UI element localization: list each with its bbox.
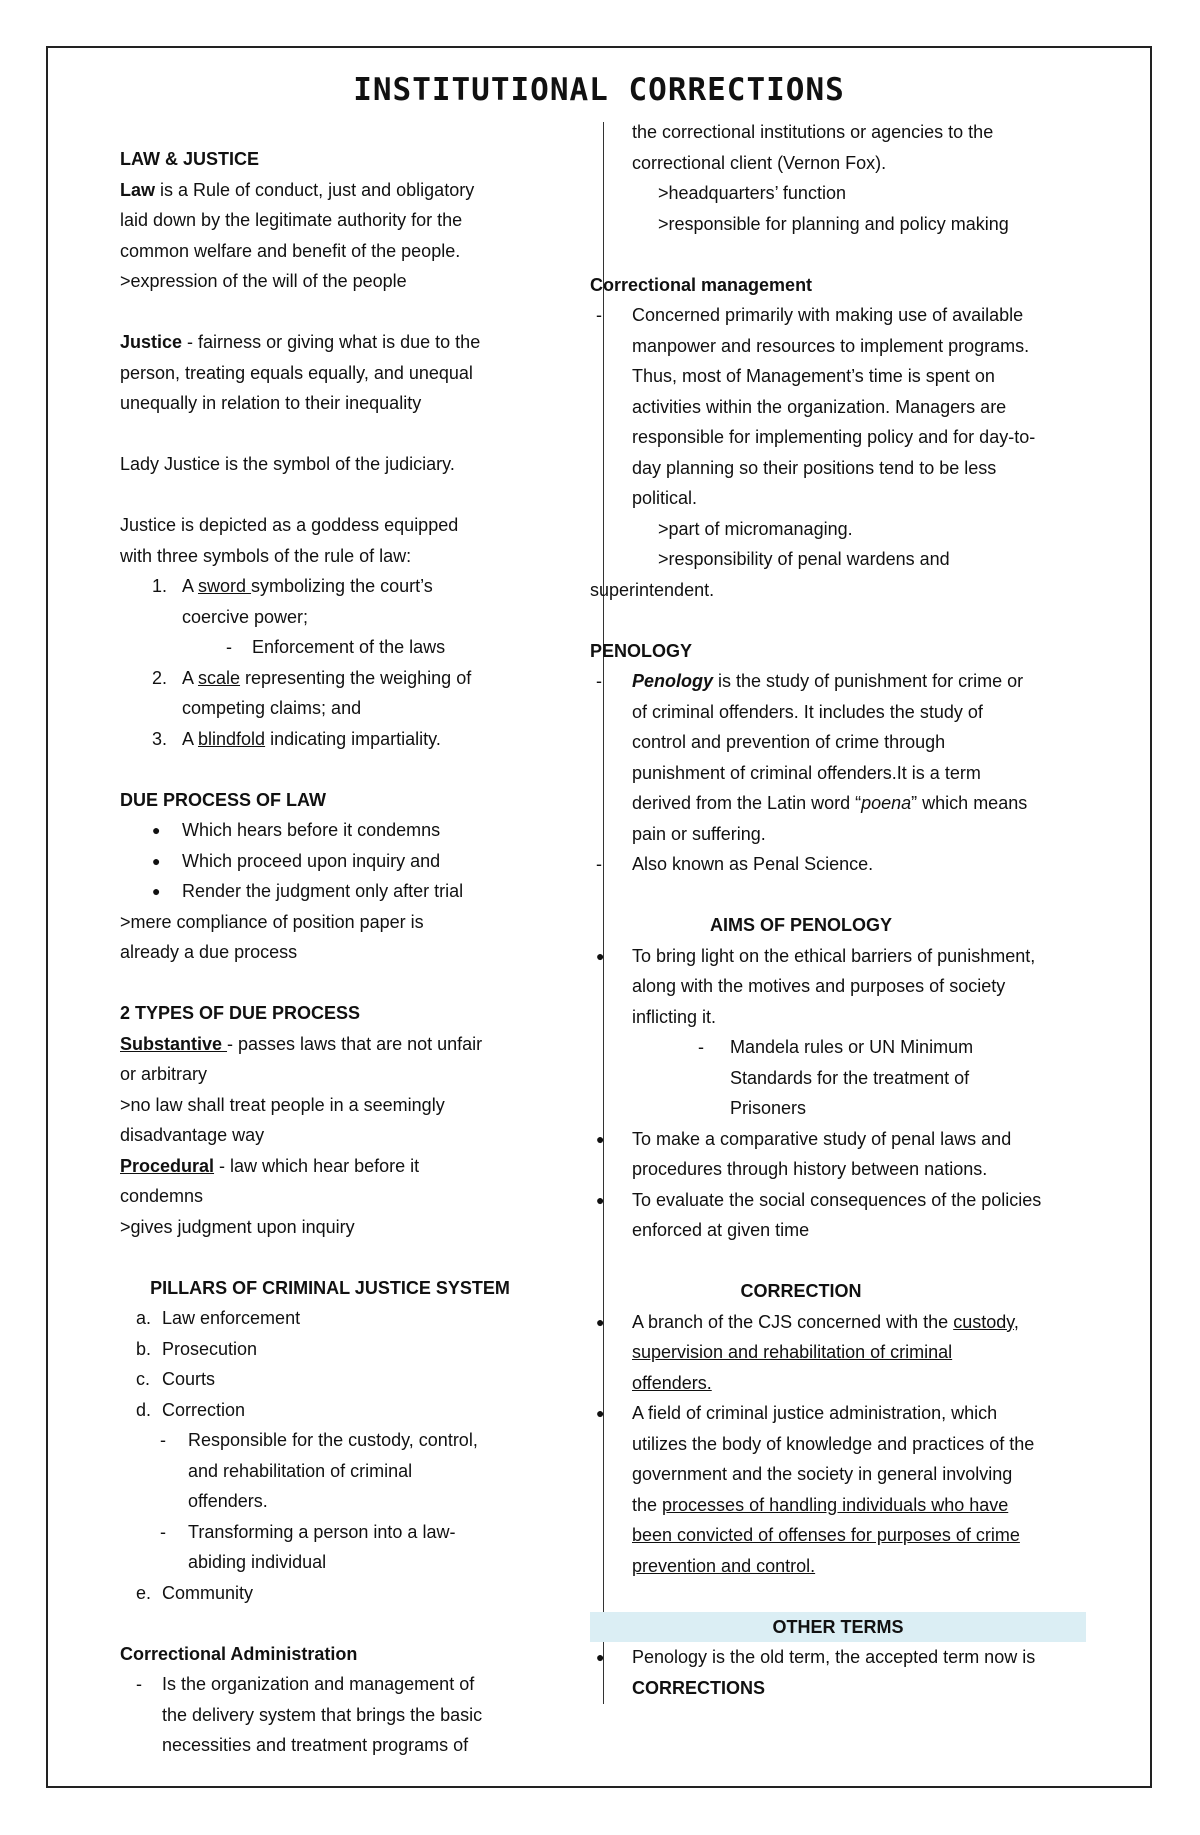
correction-b2-text: A field of criminal justice administration, which (632, 1403, 998, 1423)
law-def-3: common welfare and benefit of the people. (120, 240, 461, 261)
aim-text: enforced at given time (632, 1220, 810, 1240)
correction-item (590, 1398, 1045, 1581)
penology-def-text: of criminal offenders. It includes the study of (632, 701, 983, 722)
depicted-text-2: with three symbols of the rule of law: (120, 545, 412, 566)
penology-def-text: punishment of criminal offenders.It is a term (632, 762, 981, 783)
correction-b1-u1: custody, (953, 1311, 1019, 1332)
heading-pillars: PILLARS OF CRIMINAL JUSTICE SYSTEM (150, 1277, 510, 1298)
substantive-term: Substantive (120, 1033, 228, 1054)
aim-text: inflicting it. (632, 1006, 717, 1027)
sub-text: Responsible for the custody, control, (188, 1430, 478, 1450)
list-letter: e. (136, 1582, 152, 1603)
mgmt-def-text: Thus, most of Management’s time is spent on (632, 366, 995, 386)
latin-pre: derived from the Latin word “ (632, 793, 862, 813)
pillar-text: Courts (162, 1369, 216, 1389)
bullet-icon: ● (152, 822, 161, 838)
other-item (590, 1642, 1045, 1703)
law-def-1: is a Rule of conduct, just and obligatory (155, 179, 475, 200)
heading-aims: AIMS OF PENOLOGY (709, 915, 892, 935)
symbol-key: scale (198, 667, 241, 688)
latin-word: poena (861, 793, 912, 813)
admin-def-item (120, 1669, 560, 1761)
list-item (120, 815, 560, 846)
penology-aka: Also known as Penal Science. (632, 854, 874, 874)
aim-sub-text: Standards for the treatment of (730, 1067, 970, 1088)
list-letter: d. (136, 1399, 152, 1420)
correction-b1-pre: A branch of the CJS concerned with the (632, 1311, 954, 1332)
procedural-term: Procedural (120, 1155, 215, 1176)
correction-b2-u1: processes of handling individuals who have (662, 1494, 1009, 1515)
dash-marker: - (698, 1037, 704, 1057)
admin-def-text: Is the organization and management of (162, 1674, 475, 1694)
aim-text: To bring light on the ethical barriers of punishment, (632, 945, 1036, 966)
correction-item (590, 1307, 1045, 1399)
symbol-key: blindfold (198, 728, 266, 749)
heading-other-terms: OTHER TERMS (590, 1612, 1086, 1643)
bullet-icon: ● (596, 1405, 605, 1421)
symbol-item (120, 724, 560, 755)
symbol-key: sword (198, 576, 252, 596)
aim-sub-item (590, 1032, 1045, 1124)
depicted-text-1: Justice is depicted as a goddess equipped (120, 515, 459, 535)
mgmt-def-text: activities within the organization. Managers are (632, 396, 1007, 417)
bullet-icon: ● (596, 1313, 605, 1330)
aim-sub-text: Prisoners (730, 1098, 807, 1118)
penology-def-first: is the study of punishment for crime or (713, 671, 1024, 691)
dash-marker: - (160, 1521, 166, 1542)
symbol-cont: coercive power; (182, 606, 309, 627)
other-text: Penology is the old term, the accepted term now is (632, 1647, 1036, 1667)
bullet-text: Render the judgment only after trial (182, 881, 464, 901)
law-note: >expression of the will of the people (120, 271, 407, 291)
procedural-note: >gives judgment upon inquiry (120, 1216, 355, 1237)
penology-def-text: control and prevention of crime through (632, 732, 946, 752)
justice-definition (120, 327, 560, 358)
correction-b1-u3: offenders. (632, 1372, 712, 1393)
penology-def-item (590, 666, 1045, 849)
dash-marker: - (136, 1674, 142, 1694)
symbol-item (120, 571, 560, 632)
mgmt-def-item (590, 300, 1045, 514)
due-process-note-1: >mere compliance of position paper is (120, 911, 424, 932)
pillar-text: Prosecution (162, 1338, 258, 1359)
admin-note-1: >headquarters’ function (658, 183, 846, 203)
law-term: Law (120, 179, 156, 200)
symbol-post: representing the weighing of (240, 667, 472, 688)
dash-marker: - (160, 1430, 166, 1450)
mgmt-def-text: Concerned primarily with making use of available (632, 305, 1024, 325)
latin-post: ” which means (911, 793, 1028, 813)
list-letter: b. (136, 1338, 152, 1359)
penology-aka-item (590, 849, 1045, 880)
list-letter: c. (136, 1369, 151, 1389)
substantive-cont: or arbitrary (120, 1064, 208, 1084)
bullet-icon: ● (596, 1130, 605, 1147)
substantive-note-1: >no law shall treat people in a seemingly (120, 1094, 445, 1115)
mgmt-def-text: responsible for implementing policy and for day-to- (632, 427, 1036, 447)
correction-b2-u3: prevention and control. (632, 1555, 816, 1576)
admin-note-2: >responsible for planning and policy making (658, 213, 1009, 234)
sub-text: Transforming a person into a law- (188, 1521, 456, 1542)
penology-def-last: pain or suffering. (632, 823, 766, 844)
aim-item (590, 1185, 1045, 1246)
law-definition (120, 175, 560, 206)
mgmt-def-text: manpower and resources to implement programs. (632, 335, 1030, 356)
heading-correction: CORRECTION (740, 1281, 862, 1301)
aim-sub-text: Mandela rules or UN Minimum (730, 1037, 974, 1057)
correction-sub-item (120, 1425, 560, 1517)
correction-b2-text: utilizes the body of knowledge and practices of the (632, 1433, 1035, 1454)
list-letter: a. (136, 1308, 152, 1328)
justice-def-2: person, treating equals equally, and unequal (120, 362, 473, 383)
lady-justice-text: Lady Justice is the symbol of the judiciary. (120, 454, 455, 474)
heading-admin: Correctional Administration (120, 1643, 358, 1664)
pillar-item (120, 1364, 560, 1395)
aim-item (590, 941, 1045, 1033)
due-process-note-2: already a due process (120, 942, 298, 962)
admin-cont-2: correctional client (Vernon Fox). (632, 152, 887, 173)
sword-sub-text: Enforcement of the laws (252, 637, 446, 657)
page-title: INSTITUTIONAL CORRECTIONS (353, 72, 845, 108)
aim-text: along with the motives and purposes of society (632, 976, 1006, 996)
law-def-2: laid down by the legitimate authority for the (120, 210, 463, 230)
pillar-text: Community (162, 1582, 254, 1603)
admin-cont-1: the correctional institutions or agencies to the (632, 122, 994, 142)
right-column (590, 117, 1045, 1703)
heading-penology: PENOLOGY (590, 640, 693, 661)
bullet-icon: ● (152, 883, 161, 899)
pillar-item (120, 1303, 560, 1334)
substantive-note-2: disadvantage way (120, 1125, 265, 1145)
bullet-text: Which hears before it condemns (182, 820, 441, 840)
justice-def-1: - fairness or giving what is due to the (182, 332, 481, 352)
pillar-text: Correction (162, 1399, 246, 1420)
dash-marker: - (596, 854, 602, 874)
correction-b2-text: government and the society in general involving (632, 1464, 1013, 1484)
mgmt-note-cont: superintendent. (590, 579, 715, 600)
mgmt-def-text: political. (632, 488, 698, 508)
correction-sub-item (120, 1517, 560, 1578)
sub-text: offenders. (188, 1491, 268, 1511)
procedural-line (120, 1151, 560, 1182)
aim-text: procedures through history between nations. (632, 1159, 988, 1179)
heading-due-process: DUE PROCESS OF LAW (120, 789, 327, 810)
list-item (120, 876, 560, 907)
sub-text: abiding individual (188, 1552, 327, 1572)
justice-def-3: unequally in relation to their inequality (120, 393, 422, 413)
pillar-item (120, 1578, 560, 1609)
admin-def-text: the delivery system that brings the basic (162, 1704, 483, 1725)
symbol-pre: A (182, 576, 199, 596)
list-item (120, 846, 560, 877)
pillar-text: Law enforcement (162, 1308, 301, 1328)
heading-mgmt: Correctional management (590, 274, 813, 295)
list-number: 1. (152, 576, 168, 596)
list-number: 3. (152, 728, 168, 749)
bullet-text: Which proceed upon inquiry and (182, 850, 441, 871)
dash-marker: - (596, 305, 602, 325)
bullet-icon: ● (596, 947, 605, 964)
penology-term: Penology (632, 671, 714, 691)
procedural-def: - law which hear before it (214, 1155, 420, 1176)
aim-text: To make a comparative study of penal laws and (632, 1128, 1012, 1149)
correction-b2-pre: the (632, 1494, 663, 1515)
mgmt-note-2: >responsibility of penal wardens and (658, 549, 950, 569)
correction-b1-u2: supervision and rehabilitation of criminal (632, 1342, 953, 1362)
bullet-icon: ● (596, 1191, 605, 1208)
mgmt-note-1: >part of micromanaging. (658, 518, 853, 539)
heading-law-justice: LAW & JUSTICE (120, 149, 260, 169)
correction-b2-u2: been convicted of offenses for purposes of crime (632, 1525, 1020, 1545)
dash-marker: - (226, 637, 232, 657)
substantive-def: - passes laws that are not unfair (227, 1033, 483, 1054)
sword-sub-item (120, 632, 560, 663)
admin-def-text: necessities and treatment programs of (162, 1735, 469, 1755)
sub-text: and rehabilitation of criminal (188, 1460, 413, 1481)
symbol-item (120, 663, 560, 724)
procedural-cont: condemns (120, 1186, 204, 1206)
bullet-icon: ● (152, 852, 161, 869)
dash-marker: - (596, 671, 602, 691)
symbol-post: indicating impartiality. (265, 728, 441, 749)
substantive-line (120, 1029, 560, 1060)
pillar-item (120, 1395, 560, 1426)
mgmt-def-text: day planning so their positions tend to be less (632, 457, 997, 478)
left-column (120, 144, 560, 1761)
bullet-icon: ● (596, 1649, 605, 1665)
symbol-pre: A (182, 667, 199, 688)
symbol-post: symbolizing the court’s (251, 576, 433, 596)
heading-types: 2 TYPES OF DUE PROCESS (120, 1003, 361, 1023)
aim-text: To evaluate the social consequences of the policies (632, 1189, 1042, 1210)
justice-term: Justice (120, 332, 183, 352)
pillar-item (120, 1334, 560, 1365)
symbol-pre: A (182, 728, 199, 749)
list-number: 2. (152, 667, 168, 688)
other-text-bold: CORRECTIONS (632, 1677, 766, 1698)
aim-item (590, 1124, 1045, 1185)
symbol-cont: competing claims; and (182, 698, 362, 718)
